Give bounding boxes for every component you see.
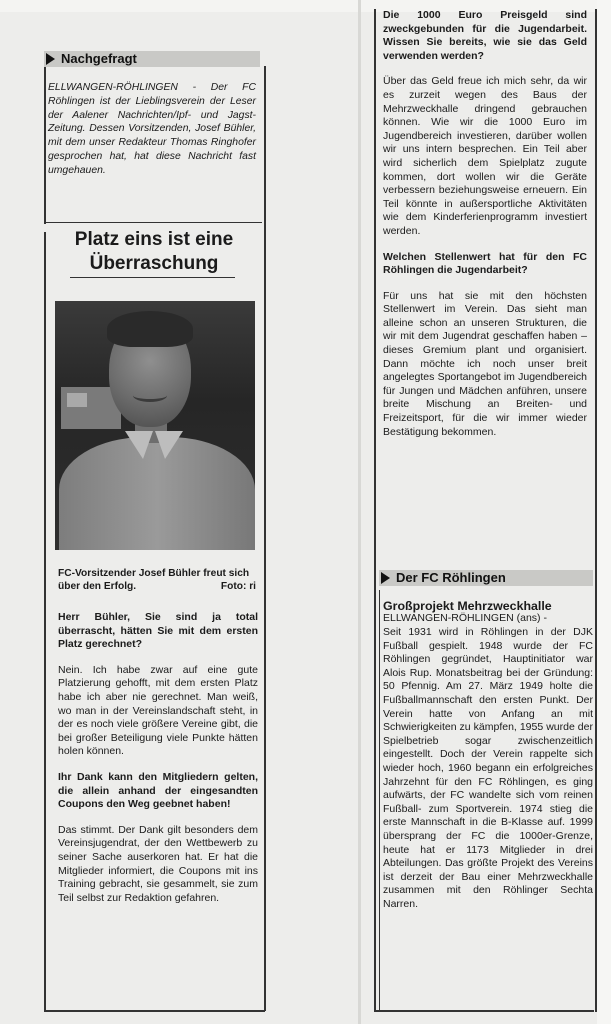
left-interview-column (58, 611, 258, 917)
caption-text: FC-Vorsitzender Josef Bühler freut sich über den Erfolg. (58, 568, 250, 592)
intro-paragraph: ELLWANGEN-RÖHLINGEN - Der FC Röhlingen ist der Lieblingsverein der Leser der Aalener Nachrichten/Ipf- und Jagst-Zeitung. Dessen Vorsitzenden, Josef Bühler, mit dem unser Redakteur Thomas Ringhofer gesprochen hat, hat diese Nachricht fast umgehauen. (48, 82, 256, 176)
question-2: Ihr Dank kann den Mitgliedern gelten, die allein anhand der eingesandten Coupons den Weg geebnet haben! (58, 770, 258, 811)
arrow-icon (46, 53, 55, 65)
intro-rule (46, 222, 262, 223)
section-tag-fc-roehlingen (379, 570, 593, 586)
answer-1: Nein. Ich habe zwar auf eine gute Platzierung gehofft, mit dem ersten Platz habe ich aber nie gerechnet. Man weiß, wo man in der Vereinslandschaft steht, in der es noch viele größere Vereine gibt, die bei großer Beteiligung viele Punkte hätten holen können. (58, 663, 258, 758)
scan-edge (597, 0, 611, 1024)
left-column-rule-outer (44, 66, 46, 224)
photo-collar-right (155, 431, 183, 459)
answer-4: Für uns hat sie mit den höchsten Stellenwert im Verein. Das sieht man alleine schon an unseren Strukturen, die wir mit dem Jugendrat geschaffen haben – dieses Gremium plant und organisiert. Dann möchte ich noch unser breit angelegtes Sportangebot im Jugendbereich für Jungen und Mädchen anführen, unsere breite Mischung an Breiten- und Freizeitsport, für die wir immer wieder Bestätigung bekommen. (383, 289, 587, 438)
question-3: Die 1000 Euro Preisgeld sind zweckgebunden für die Jugendarbeit. Wissen Sie bereits, wie sie das Geld verwenden werden? (383, 9, 587, 62)
photo-background-detail (67, 393, 87, 407)
headline-line-2: Überraschung (89, 253, 219, 274)
right-box-rule-inner (379, 590, 380, 1012)
tag-label: Der FC Röhlingen (396, 570, 506, 585)
question-1: Herr Bühler, Sie sind ja total überrascht, hätten Sie mit dem ersten Platz gerechnet? (58, 611, 258, 651)
paper-fold (358, 0, 361, 1024)
answer-2: Das stimmt. Der Dank gilt besonders dem Vereinsjugendrat, der den Wettbewerb zu seiner Sache auserkoren hat. Er hat die Mitglieder informiert, die Coupons mit ins Training gebracht, sie gesammelt, sie zum Teil selbst zur Redaktion gefahren. (58, 823, 258, 904)
photo-collar-left (125, 431, 153, 459)
headline (50, 228, 258, 276)
left-box-rule-bottom (44, 1010, 265, 1012)
tag-label: Nachgefragt (61, 51, 137, 66)
right-column-rule-left (374, 9, 376, 1012)
box-subheadline: Großprojekt Mehrzweckhalle (383, 599, 552, 613)
box-dateline: ELLWANGEN-RÖHLINGEN (ans) - (383, 612, 547, 624)
headline-rule (70, 277, 235, 278)
left-column-rule-inner (264, 66, 266, 1011)
portrait-photo (55, 301, 255, 550)
right-box-rule-bottom (376, 1010, 594, 1012)
photo-hair (107, 311, 193, 347)
photo-smile (133, 389, 167, 402)
photo-credit: Foto: ri (220, 581, 256, 592)
right-column-rule-right (595, 9, 597, 1012)
question-4: Welchen Stellenwert hat für den FC Röhlingen die Jugendarbeit? (383, 250, 587, 277)
right-interview-column (383, 9, 587, 451)
arrow-icon (381, 572, 390, 584)
left-column-rule-lower (44, 232, 46, 1011)
headline-line-1: Platz eins ist eine (74, 229, 234, 250)
photo-caption (58, 567, 256, 593)
section-tag-nachgefragt (44, 51, 260, 67)
answer-3: Über das Geld freue ich mich sehr, da wir es zurzeit wegen des Baus der Mehrzweckhalle dringend gebrauchen können. Wie wir die 1000 Euro im Jugendbereich investieren, darüber wollen wir uns intern besprechen. Ein Teil aber wird sicherlich dem Spielplatz zugute kommen, dort wollen wir die Geräte verbessern beziehungsweise erneuern. Ein Teil könnte in außersportliche Aktivitäten wie dem Kinderferienprogramm investiert werden. (383, 75, 587, 237)
box-body-text: Seit 1931 wird in Röhlingen in der DJK Fußball gespielt. 1948 wurde der FC Röhlingen gegründet, Hauptinitiator war Alois Rup. Monatsbeitrag bei der Gründung: 50 Pfennig. Am 27. März 1949 holte die Fußballmannschaft den ersten Punkt. Der Verein hatte von Anfang an mit Schwierigkeiten zu kämpfen, 1955 wurde der Spielbetrieb sogar zwischenzeitlich eingestellt. Doch der Verein rappelte sich wieder hoch, 1960 begann ein erfolgreiches Jahrzehnt für den FC Röhlingen, es ging aufwärts, der FC wandelte sich vom reinen Fußball- zum Sportverein. 1974 stieg die erste Mannschaft in die B-Klasse auf. 1999 übersprang der FC die 1000er-Grenze, heute hat er 1173 Mitglieder in drei Abteilungen. Das größte Projekt des Vereins ist derzeit der Bau einer Mehrzweckhalle zusammen mit den Röhlinger Sechta Narren. (383, 626, 593, 910)
